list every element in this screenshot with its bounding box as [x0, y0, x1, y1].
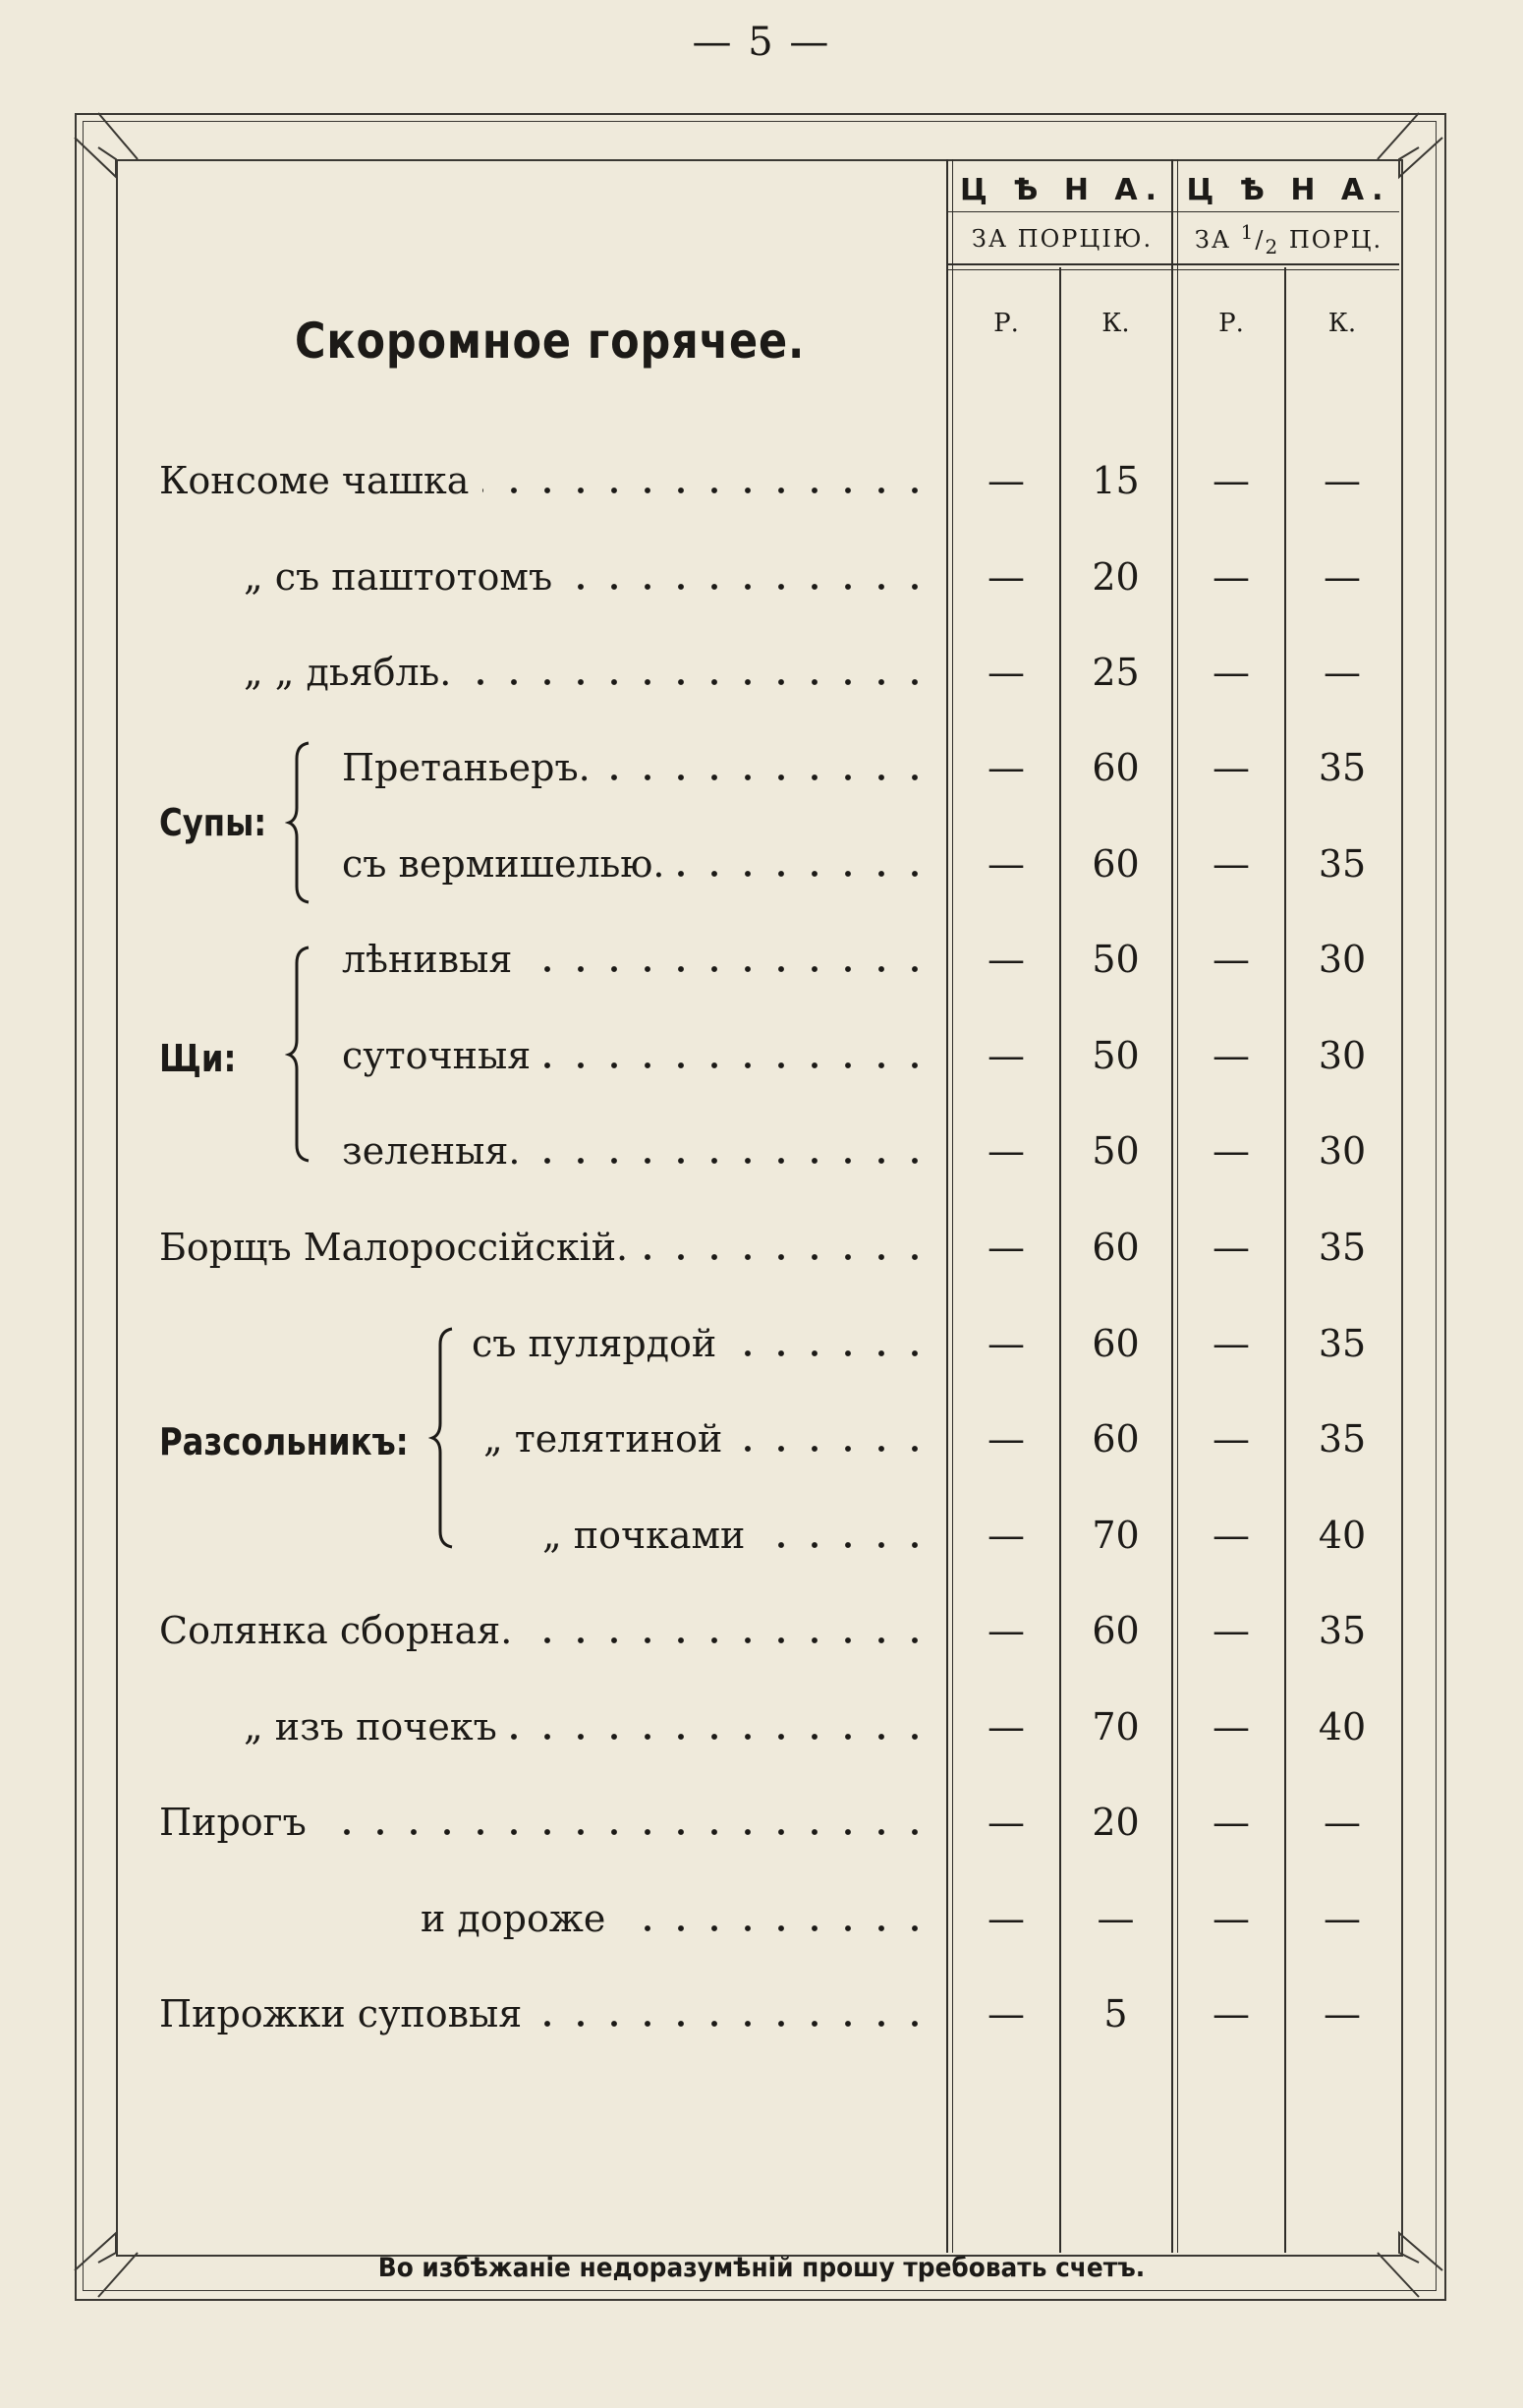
dot-leader [736, 1446, 931, 1452]
half-price-kopecks: — [1324, 459, 1361, 502]
menu-item-name: „ почками [542, 1514, 746, 1557]
price-kopecks: 20 [1092, 555, 1140, 599]
per-half-prefix: ЗА [1194, 226, 1241, 254]
column-rule-1 [946, 159, 948, 2253]
price-kopecks: 60 [1092, 842, 1140, 886]
half-price-kopecks: 35 [1318, 1609, 1367, 1652]
price-rubles: — [987, 651, 1025, 694]
dot-leader [511, 1734, 931, 1740]
dot-leader [482, 487, 931, 493]
dot-leader [642, 1254, 931, 1260]
price-rubles: — [987, 1417, 1025, 1461]
price-rubles: — [987, 459, 1025, 502]
menu-item-name: лѣнивыя [342, 938, 513, 981]
header-rule-1 [946, 211, 1399, 212]
price-rubles: — [987, 1034, 1025, 1077]
half-price-rubles: — [1213, 1609, 1250, 1652]
half-price-rubles: — [1213, 938, 1250, 981]
header-rule-3 [946, 269, 1399, 270]
brace-soups [285, 739, 314, 906]
group-label-rassolnik: Разсольникъ: [159, 1420, 409, 1463]
price-kopecks: 25 [1092, 651, 1140, 694]
half-price-kopecks: 35 [1318, 1226, 1367, 1269]
half-price-rubles: — [1213, 1514, 1250, 1557]
menu-item-name: „ съ паштотомъ [244, 555, 553, 599]
menu-item-name: Солянка сборная. [159, 1609, 513, 1652]
half-price-kopecks: — [1324, 1992, 1361, 2035]
price-kopecks: 15 [1092, 459, 1140, 502]
menu-item-name: Пирогъ [159, 1801, 307, 1844]
ruble-header-half: Р. [1218, 309, 1244, 338]
half-price-rubles: — [1213, 1226, 1250, 1269]
price-kopecks: 5 [1103, 1992, 1128, 2035]
menu-item-name: Консоме чашка [159, 459, 470, 502]
menu-item-name: Претаньеръ. [342, 746, 591, 789]
half-price-rubles: — [1213, 1129, 1250, 1173]
fraction-slash: / [1255, 226, 1266, 254]
half-numerator: 1 [1240, 220, 1256, 244]
price-rubles: — [987, 1609, 1025, 1652]
half-price-rubles: — [1213, 1992, 1250, 2035]
price-kopecks: 20 [1092, 1801, 1140, 1844]
price-rubles: — [987, 842, 1025, 886]
dot-leader [678, 871, 931, 877]
price-kopecks: — [1097, 1897, 1135, 1940]
half-price-kopecks: — [1324, 1897, 1361, 1940]
half-price-kopecks: 40 [1318, 1514, 1367, 1557]
page-number: — 5 — [692, 20, 831, 65]
half-price-rubles: — [1213, 1322, 1250, 1365]
price-kopecks: 50 [1092, 1129, 1140, 1173]
menu-item-name: и дороже [421, 1897, 606, 1940]
half-price-kopecks: 35 [1318, 842, 1367, 886]
price-rubles: — [987, 1801, 1025, 1844]
per-portion-label: ЗА ПОРЦІЮ. [971, 225, 1154, 253]
half-price-rubles: — [1213, 459, 1250, 502]
menu-item-name: съ пулярдой [472, 1322, 717, 1365]
half-price-kopecks: 30 [1318, 938, 1367, 981]
half-price-rubles: — [1213, 555, 1250, 599]
dot-leader [536, 2021, 931, 2027]
price-rubles: — [987, 1322, 1025, 1365]
group-label-soups: Супы: [159, 801, 267, 844]
dot-leader [534, 1158, 931, 1164]
price-header-portion: Ц Ѣ Н А. [959, 173, 1165, 207]
price-rubles: — [987, 1897, 1025, 1940]
menu-item-name: „ изъ почекъ [244, 1705, 497, 1749]
half-price-kopecks: 35 [1318, 1322, 1367, 1365]
dot-leader [544, 1062, 931, 1068]
dot-leader [465, 679, 931, 685]
half-price-kopecks: — [1324, 1801, 1361, 1844]
price-rubles: — [987, 1129, 1025, 1173]
menu-item-name: зеленыя. [342, 1129, 521, 1173]
dot-leader [526, 1637, 931, 1643]
half-price-rubles: — [1213, 1897, 1250, 1940]
group-label-shchi: Щи: [159, 1037, 237, 1080]
ruble-header-portion: Р. [993, 309, 1019, 338]
price-kopecks: 60 [1092, 1609, 1140, 1652]
dot-leader [619, 1925, 931, 1931]
price-kopecks: 60 [1092, 1322, 1140, 1365]
header-rule-2 [946, 263, 1399, 265]
dot-leader [526, 966, 931, 972]
menu-item-name: съ вермишелью. [342, 842, 665, 886]
price-kopecks: 60 [1092, 1417, 1140, 1461]
dot-leader [320, 1829, 931, 1835]
menu-item-name: суточныя [342, 1034, 532, 1077]
price-rubles: — [987, 1992, 1025, 2035]
brace-rassolnik [428, 1325, 458, 1551]
menu-item-name: Борщъ Малороссійскій. [159, 1226, 629, 1269]
dot-leader [566, 584, 931, 590]
half-price-rubles: — [1213, 651, 1250, 694]
half-price-kopecks: 30 [1318, 1034, 1367, 1077]
dot-leader [759, 1542, 931, 1548]
half-price-rubles: — [1213, 1801, 1250, 1844]
menu-item-name: „ „ дьябль. [244, 651, 452, 694]
dot-leader [730, 1350, 931, 1356]
menu-item-name: „ телятиной [483, 1417, 723, 1461]
per-half-portion-label [1178, 220, 1399, 258]
price-rubles: — [987, 1514, 1025, 1557]
price-header-half: Ц Ѣ Н А. [1186, 173, 1391, 207]
section-title: Скоромное горячее. [295, 313, 806, 370]
half-price-rubles: — [1213, 1417, 1250, 1461]
half-price-kopecks: — [1324, 651, 1361, 694]
price-rubles: — [987, 555, 1025, 599]
half-price-kopecks: — [1324, 555, 1361, 599]
brace-shchi [285, 944, 314, 1165]
menu-item-name: Пирожки суповыя [159, 1992, 523, 2035]
price-kopecks: 70 [1092, 1705, 1140, 1749]
half-price-kopecks: 40 [1318, 1705, 1367, 1749]
kopeck-header-half: К. [1327, 309, 1357, 338]
price-kopecks: 60 [1092, 1226, 1140, 1269]
half-price-rubles: — [1213, 842, 1250, 886]
price-kopecks: 60 [1092, 746, 1140, 789]
half-price-kopecks: 30 [1318, 1129, 1367, 1173]
half-price-kopecks: 35 [1318, 746, 1367, 789]
half-price-rubles: — [1213, 1705, 1250, 1749]
half-price-kopecks: 35 [1318, 1417, 1367, 1461]
half-price-rubles: — [1213, 746, 1250, 789]
kopeck-header-portion: К. [1101, 309, 1130, 338]
price-rubles: — [987, 1226, 1025, 1269]
price-kopecks: 70 [1092, 1514, 1140, 1557]
half-price-rubles: — [1213, 1034, 1250, 1077]
dot-leader [604, 774, 931, 780]
price-kopecks: 50 [1092, 1034, 1140, 1077]
price-rubles: — [987, 938, 1025, 981]
half-denominator: 2 [1265, 234, 1280, 258]
per-half-suffix: ПОРЦ. [1279, 226, 1383, 254]
footer-note: Во избѣжаніе недоразумѣній прошу требовать счетъ. [377, 2253, 1146, 2283]
price-kopecks: 50 [1092, 938, 1140, 981]
price-rubles: — [987, 746, 1025, 789]
price-rubles: — [987, 1705, 1025, 1749]
column-rule-3 [1171, 159, 1173, 2253]
